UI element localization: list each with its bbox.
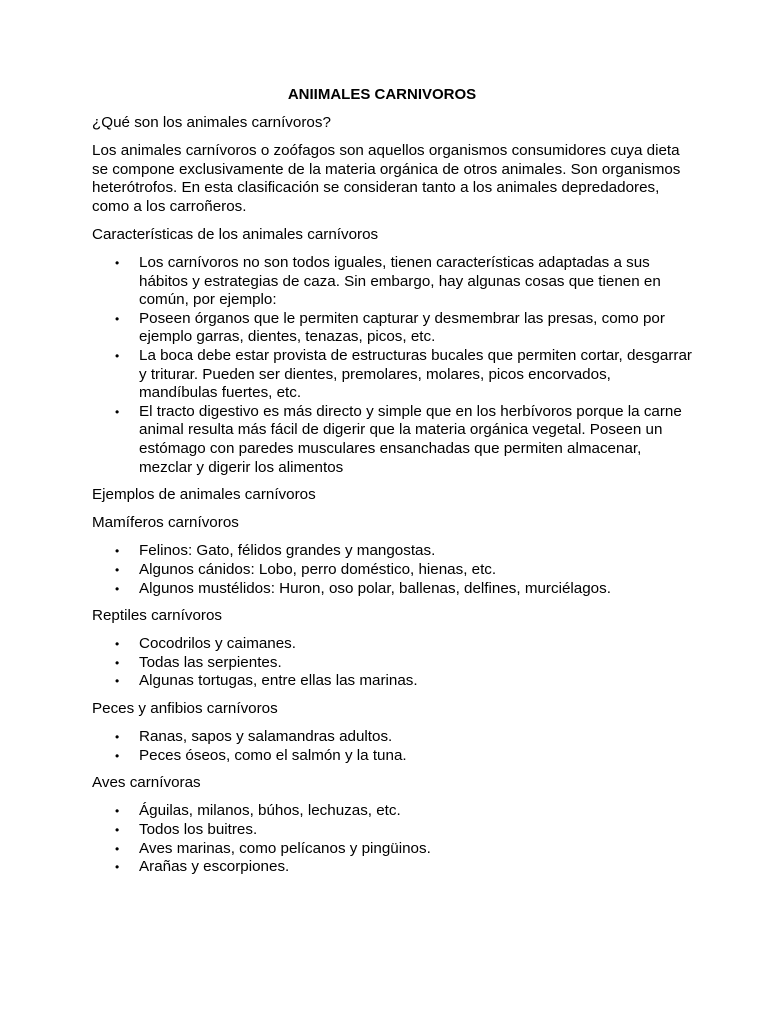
list-item: • Arañas y escorpiones. xyxy=(115,858,290,876)
list-item: • La boca debe estar provista de estructuras bucales que permiten cortar, desgarrar y triturar. Pueden ser dientes, premolares, molares, picos encorvados, mandíbulas fuertes, etc. xyxy=(115,347,692,402)
bullet-icon: • xyxy=(115,674,120,689)
bullet-icon: • xyxy=(115,311,120,326)
list-item: • Ranas, sapos y salamandras adultos. xyxy=(115,728,393,746)
bullet-icon: • xyxy=(115,581,120,596)
bullet-icon: • xyxy=(115,349,120,364)
list-item: • Cocodrilos y caimanes. xyxy=(115,635,296,653)
bullet-icon: • xyxy=(115,544,120,559)
document-title: ANIIMALES CARNIVOROS xyxy=(287,86,477,103)
bullet-icon: • xyxy=(115,730,120,745)
list-item: • Felinos: Gato, félidos grandes y mangostas. xyxy=(115,542,436,560)
reptiles-heading: Reptiles carnívoros xyxy=(92,607,222,625)
list-item: • Aves marinas, como pelícanos y pingüinos. xyxy=(115,839,431,857)
bullet-icon: • xyxy=(115,860,120,875)
bullet-icon: • xyxy=(115,637,120,652)
bullet-icon: • xyxy=(115,841,120,856)
list-item: • Algunas tortugas, entre ellas las marinas. xyxy=(115,672,418,690)
list-item: • El tracto digestivo es más directo y simple que en los herbívoros porque la carne animal resulta más fácil de digerir que la materia orgánica vegetal. Poseen un estómago con paredes musculares ensanchadas que permiten almacenar, mezclar y digerir los alimentos xyxy=(115,402,682,476)
bullet-icon: • xyxy=(115,823,120,837)
bullet-icon: • xyxy=(115,748,120,763)
list-item: • Todas las serpientes. xyxy=(115,653,282,671)
fish-list xyxy=(92,728,692,765)
mammals-heading: Mamíferos carnívoros xyxy=(92,514,239,532)
list-item: • Peces óseos, como el salmón y la tuna. xyxy=(115,746,407,764)
fish-heading: Peces y anfibios carnívoros xyxy=(92,700,278,718)
bullet-icon: • xyxy=(115,562,120,577)
bullet-icon: • xyxy=(115,404,120,419)
reptiles-list xyxy=(92,635,692,691)
bullet-icon: • xyxy=(115,256,120,271)
bullet-icon: • xyxy=(115,655,120,670)
list-item: • Águilas, milanos, búhos, lechuzas, etc. xyxy=(115,802,401,820)
birds-heading: Aves carnívoras xyxy=(92,774,201,792)
mammals-list xyxy=(92,542,692,598)
question-paragraph: ¿Qué son los animales carnívoros? xyxy=(92,114,331,131)
document-page xyxy=(92,86,692,886)
characteristics-list xyxy=(92,254,692,477)
list-item: • Poseen órganos que le permiten capturar y desmembrar las presas, como por ejemplo garras, dientes, tenazas, picos, etc. xyxy=(115,309,665,346)
characteristics-heading: Características de los animales carnívoros xyxy=(92,225,379,243)
list-item: • Algunos cánidos: Lobo, perro doméstico, hienas, etc. xyxy=(115,560,497,578)
bullet-icon: • xyxy=(115,804,120,819)
list-item: • Algunos mustélidos: Huron, oso polar, ballenas, delfines, murciélagos. xyxy=(115,579,611,597)
list-item: • Todos los buitres. xyxy=(115,821,258,838)
list-item: • Los carnívoros no son todos iguales, tienen características adaptadas a sus hábitos y estrategias de caza. Sin embargo, hay algunas cosas que tienen en común, por ejemplo: xyxy=(115,254,661,309)
birds-list xyxy=(92,802,692,876)
examples-heading: Ejemplos de animales carnívoros xyxy=(92,486,316,504)
intro-paragraph: Los animales carnívoros o zoófagos son aquellos organismos consumidores cuya dieta se compone exclusivamente de la materia orgánica de otros animales. Son organismos heterótrofos. En esta clasificación se consideran tanto a los animales depredadores, como a los carroñeros. xyxy=(92,142,681,215)
